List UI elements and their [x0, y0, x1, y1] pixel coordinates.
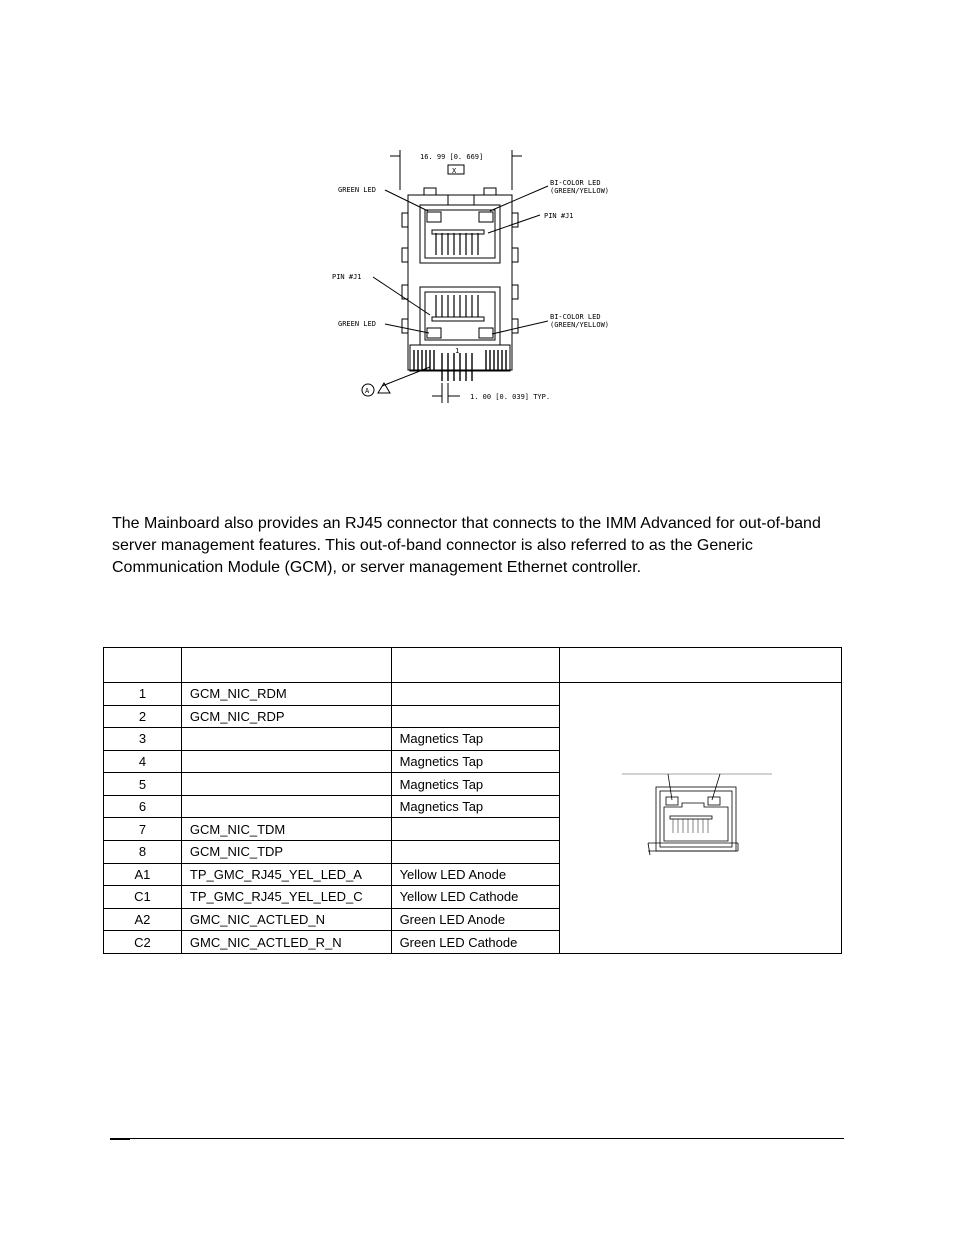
pin-one-label: 1 — [455, 347, 460, 355]
pin-number: 4 — [104, 750, 182, 773]
pin-description: Magnetics Tap — [391, 773, 559, 796]
signal-name — [181, 750, 391, 773]
header-cell — [391, 648, 559, 683]
datum-a-label: A — [365, 387, 370, 395]
footer-rule — [110, 1138, 844, 1139]
signal-name: TP_GMC_RJ45_YEL_LED_C — [181, 886, 391, 909]
pin-number: 3 — [104, 728, 182, 751]
bicolor-led-top-label: BI-COLOR LED — [550, 179, 601, 187]
pin-description: Magnetics Tap — [391, 795, 559, 818]
rj45-connector-icon — [560, 683, 841, 947]
signal-name — [181, 773, 391, 796]
header-cell — [104, 648, 182, 683]
pin-description — [391, 841, 559, 864]
pin-number: 1 — [104, 683, 182, 706]
pin-number: 7 — [104, 818, 182, 841]
footer-mark — [110, 1138, 130, 1140]
signal-name — [181, 728, 391, 751]
pin-description — [391, 818, 559, 841]
gcm-description-paragraph: The Mainboard also provides an RJ45 connector that connects to the IMM Advanced for out-of-band server management features. This out-of-band connector is also referred to as the Generic Communication Module (GCM), or server management Ethernet controller. — [112, 515, 821, 576]
rj45-stacked-connector-drawing — [330, 145, 620, 405]
pin-description — [391, 683, 559, 706]
pin-description: Magnetics Tap — [391, 728, 559, 751]
header-cell — [559, 648, 841, 683]
pin-number: 2 — [104, 705, 182, 728]
green-led-top-label: GREEN LED — [338, 186, 376, 194]
signal-name: TP_GMC_RJ45_YEL_LED_A — [181, 863, 391, 886]
dim-top-label: 16. 99 [0. 669] — [420, 153, 484, 161]
datum-x-label: X — [452, 167, 457, 175]
pin-number: A2 — [104, 908, 182, 931]
table-row — [104, 683, 842, 706]
bicolor-led-bottom-label: BI-COLOR LED — [550, 313, 601, 321]
signal-name: GCM_NIC_RDM — [181, 683, 391, 706]
pin-description: Magnetics Tap — [391, 750, 559, 773]
pin-description: Green LED Anode — [391, 908, 559, 931]
signal-name: GCM_NIC_RDP — [181, 705, 391, 728]
bicolor-led-top-sublabel: (GREEN/YELLOW) — [550, 187, 610, 195]
signal-name: GCM_NIC_TDP — [181, 841, 391, 864]
dim-bottom-label: 1. 00 [0. 039] TYP. — [470, 393, 551, 401]
signal-name: GMC_NIC_ACTLED_R_N — [181, 931, 391, 954]
pin-description: Yellow LED Anode — [391, 863, 559, 886]
pin-number: 5 — [104, 773, 182, 796]
pin-j1-left-label: PIN #J1 — [332, 273, 362, 281]
signal-name — [181, 795, 391, 818]
pin-number: C2 — [104, 931, 182, 954]
bicolor-led-bottom-sublabel: (GREEN/YELLOW) — [550, 321, 610, 329]
header-cell — [181, 648, 391, 683]
pin-j1-right-label: PIN #J1 — [544, 212, 574, 220]
pin-description: Yellow LED Cathode — [391, 886, 559, 909]
pin-number: 6 — [104, 795, 182, 818]
pin-description — [391, 705, 559, 728]
pin-description: Green LED Cathode — [391, 931, 559, 954]
pin-number: 8 — [104, 841, 182, 864]
pin-number: A1 — [104, 863, 182, 886]
table-header-row — [104, 648, 842, 683]
signal-name: GMC_NIC_ACTLED_N — [181, 908, 391, 931]
signal-name: GCM_NIC_TDM — [181, 818, 391, 841]
pin-assignment-table — [103, 647, 842, 954]
pin-number: C1 — [104, 886, 182, 909]
green-led-bottom-label: GREEN LED — [338, 320, 376, 328]
connector-image-cell — [559, 683, 841, 954]
